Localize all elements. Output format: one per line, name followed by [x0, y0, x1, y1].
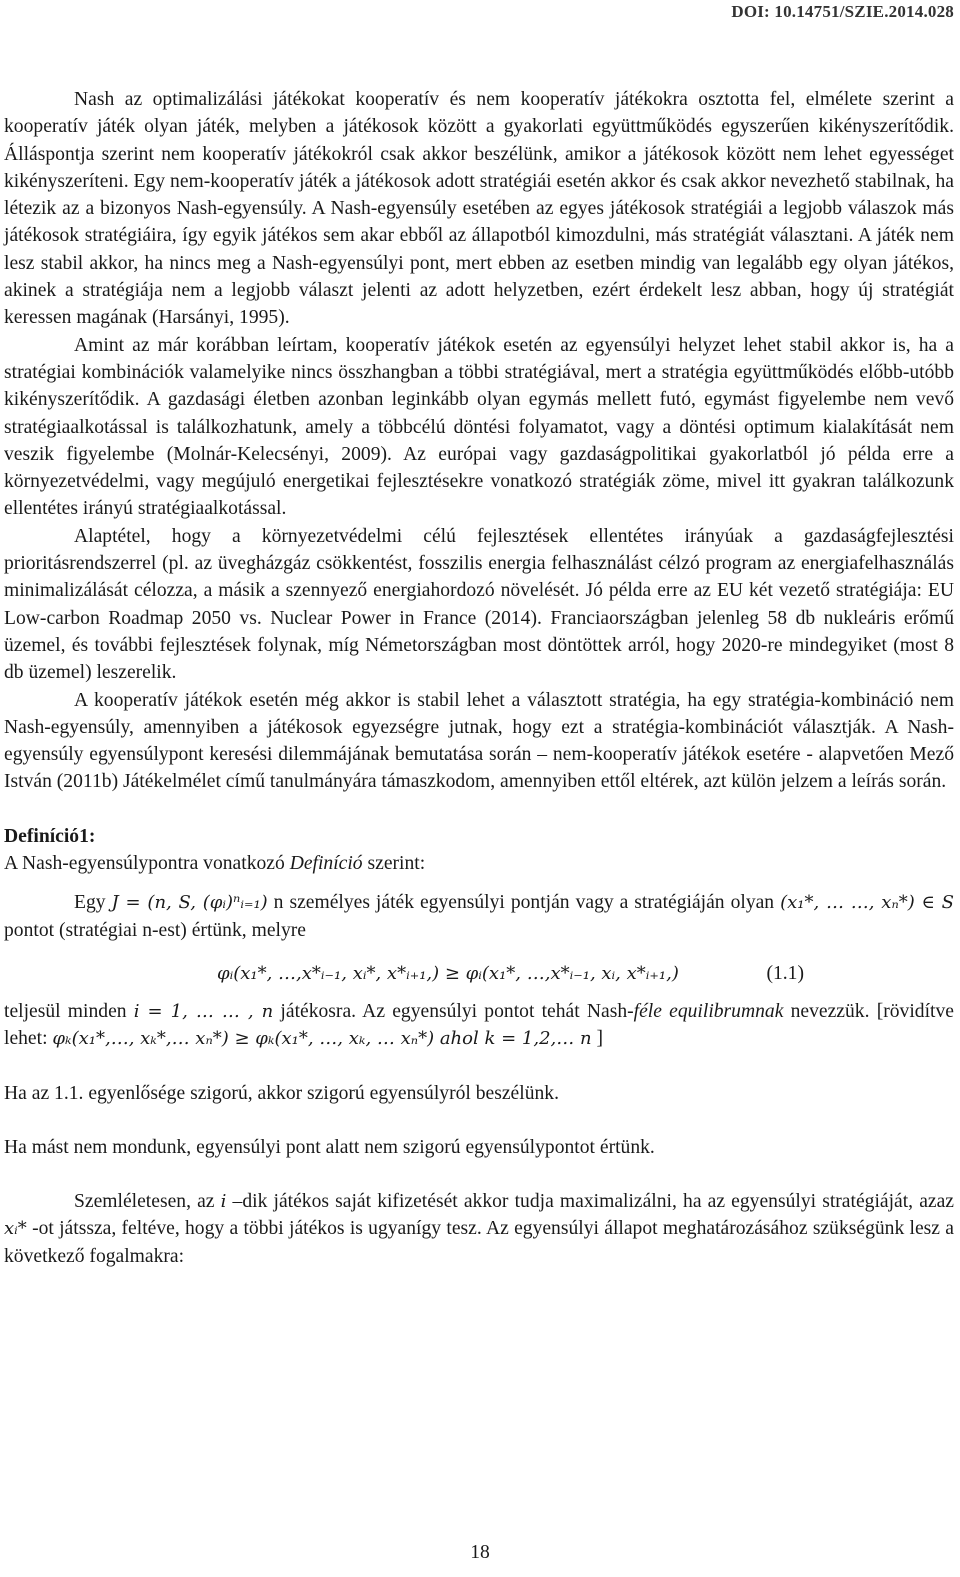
- note-strict: Ha az 1.1. egyenlősége szigorú, akkor szigorú egyensúlyról beszélünk.: [4, 1082, 559, 1104]
- document-body: [4, 86, 954, 1270]
- paragraph-3: Alaptétel, hogy a környezetvédelmi célú fejlesztések ellentétes irányúak a gazdaságfejlesztési prioritásrendszerrel (pl. az üvegházgáz csökkentést, fosszilis energia felhasználást célzó program az energiafelhasználás minimalizálását célozza, a másik a szennyező energiahordozó növelését. Jó példa erre az EU két vezető stratégiája: EU Low-carbon Roadmap 2050 vs. Nuclear Power in France (2014). Franciaországban jelenleg 58 db nukleáris erőmű üzemel, és további fejlesztések folynak, míg Németországban most döntöttek arról, hogy 2020-re mindegyiket (most 8 db üzemel) leszerelik.: [4, 525, 954, 684]
- paragraph-4: A kooperatív játékok esetén még akkor is stabil lehet a választott stratégia, ha egy stratégia-kombináció nem Nash-egyensúly, amennyiben a játékosok egyezségre jutnak, hogy ezt a stratégia-kombinációt választják. A Nash-egyensúly egyensúlypont keresési dilemmájának bemutatása során – nem-kooperatív játékok esetére - alapvetően Mező István (2011b) Játékelmélet című tanulmányára támaszkodom, amennyiben ettől eltérek, azt külön jelzem a leírás során.: [4, 689, 954, 793]
- final-paragraph: Szemléletesen, az i –dik játékos saját kifizetését akkor tudja maximalizálni, ha az egyensúlyi stratégiáját, azaz xᵢ* -ot játssza, feltéve, hogy a többi játékos is ugyanígy tesz. Az egyensúlyi állapot meghatározásához szükségünk lesz a következő fogalmakra:: [4, 1191, 954, 1267]
- note-non-strict: Ha mást nem mondunk, egyensúlyi pont alatt nem szigorú egyensúlypontot értünk.: [4, 1136, 655, 1158]
- equation-body: φᵢ(x₁*, …,x*ᵢ₋₁, xᵢ*, x*ᵢ₊₁,) ≥ φᵢ(x₁*, …,x*ᵢ₋₁, xᵢ, x*ᵢ₊₁,): [217, 962, 679, 984]
- page-number: 18: [470, 1542, 490, 1563]
- definition-conclusion: teljesül minden i = 1, … … , n játékosra. Az egyensúlyi pontot tehát Nash-féle equilibrumnak nevezzük. [rövidítve lehet: φₖ(x₁*,…, xₖ*,… xₙ*) ≥ φₖ(x₁*, …, xₖ, … xₙ*) ahol k = 1,2,… n ]: [4, 1000, 954, 1050]
- doi-header: DOI: 10.14751/SZIE.2014.028: [731, 2, 954, 21]
- equation-1-1: [4, 950, 954, 998]
- definition-intro: A Nash-egyensúlypontra vonatkozó Definíció szerint:: [4, 853, 426, 875]
- equation-number: (1.1): [766, 962, 804, 984]
- paragraph-1: Nash az optimalizálási játékokat kooperatív és nem kooperatív játékokra osztotta fel, elmélete szerint a kooperatív játék olyan játék, melyben a játékosok között a gyakorlati együttműködés egyszerűen kikényszerítődik. Álláspontja szerint nem kooperatív játékokról csak akkor beszélünk, amikor a játékosok között nem lehet egyességet kikényszeríteni. Egy nem-kooperatív játék a játékosok adott stratégiái esetén akkor és csak akkor nevezhető stabilnak, ha létezik az a bizonyos Nash-egyensúly. A Nash-egyensúly esetében az egyes játékosok stratégiái a legjobb válaszok más játékosok stratégiáira, így egyik játékos sem akar ebből az állapotból kimozdulni, más stratégiát választani. A játék nem lesz stabil akkor, ha nincs meg a Nash-egyensúlyi pont, mert ebben az esetben mindig van legalább egy olyan játékos, akinek a stratégiája nem a legjobb választ jelenti az adott helyzetben, ezért érdekelt lesz abban, hogy új stratégiát keressen magának (Harsányi, 1995).: [4, 89, 954, 329]
- definition-statement: Egy J = (n, S, (φᵢ)ⁿᵢ₌₁) n személyes játék egyensúlyi pontján vagy a stratégiáján olyan (x₁*, … …, xₙ*) ∈ S pontot (stratégiai n-est) értünk, melyre: [4, 892, 954, 941]
- paragraph-2: Amint az már korábban leírtam, kooperatív játékok esetén az egyensúlyi helyzet lehet stabil akkor is, ha a stratégiai kombinációk valamelyike nincs összhangban a többi stratégiával, mert a stratégia együttműködés előbb-utóbb kikényszerítődik. A gazdasági életben azonban leginkább olyan egymás mellett futó, egymást figyelembe nem vevő stratégiaalkotással is találkozhatunk, amely a többcélú döntési folyamatot, vagy a döntési optimum kialakítását nem veszik figyelembe (Molnár-Kelecsényi, 2009). Az európai vagy gazdaságpolitikai gyakorlatból jó példa erre a környezetvédelmi, vagy megújuló energetikai fejlesztésekre vonatkozó stratégiák zöme, mivel itt gyakran találkozunk ellentétes irányú stratégiaalkotással.: [4, 334, 954, 520]
- definition-title: Definíció1:: [4, 825, 96, 847]
